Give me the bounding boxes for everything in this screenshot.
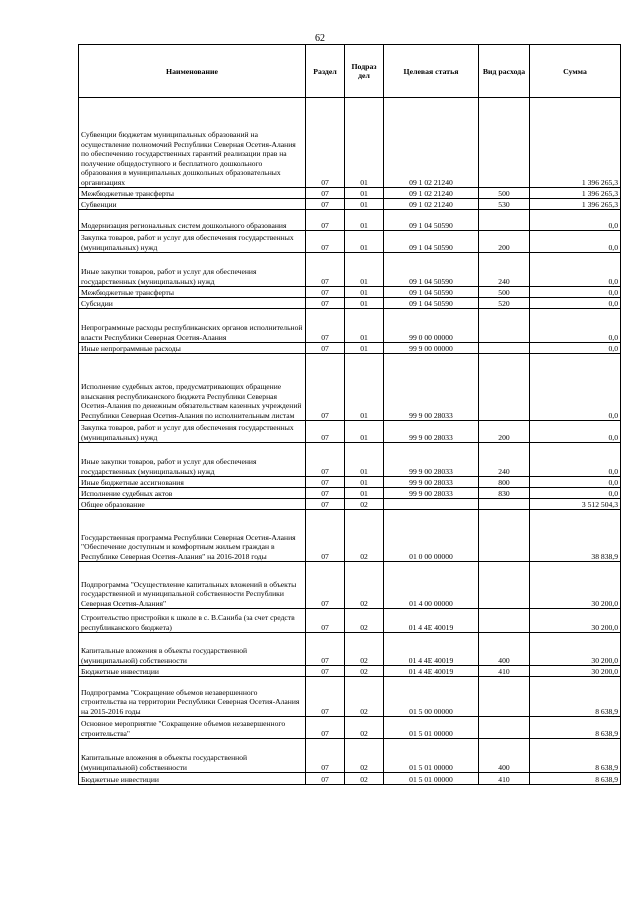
table-row	[79, 231, 621, 253]
cell-kind	[479, 609, 530, 633]
cell-kind	[479, 562, 530, 609]
cell-name: Капитальные вложения в объекты государственной (муниципальной) собственности	[79, 739, 306, 773]
cell-kind: 200	[479, 421, 530, 443]
table-body	[79, 98, 621, 785]
cell-target: 09 1 04 50590	[384, 253, 479, 287]
cell-subsection: 02	[345, 773, 384, 785]
cell-name: Общее образование	[79, 499, 306, 510]
cell-kind: 800	[479, 477, 530, 488]
header-kind: Вид расхода	[479, 45, 530, 98]
cell-target: 01 5 01 00000	[384, 773, 479, 785]
cell-sum: 0,0	[530, 298, 621, 309]
cell-subsection: 02	[345, 633, 384, 666]
cell-name: Исполнение судебных актов, предусматривающих обращение взыскания республиканского бюджета Республики Северная Осетия-Алания по денежным обязательствам казенных учреждений Республики Северная Осетия-Алания по исполнительным листам	[79, 354, 306, 421]
cell-sum: 8 638,9	[530, 677, 621, 717]
cell-sum: 8 638,9	[530, 739, 621, 773]
table-row	[79, 188, 621, 199]
cell-section: 07	[306, 188, 345, 199]
header-section: Раздел	[306, 45, 345, 98]
cell-section: 07	[306, 343, 345, 354]
cell-sum: 0,0	[530, 354, 621, 421]
cell-kind	[479, 717, 530, 739]
header-name: Наименование	[79, 45, 306, 98]
cell-kind	[479, 354, 530, 421]
cell-sum: 8 638,9	[530, 773, 621, 785]
cell-section: 07	[306, 443, 345, 477]
cell-target: 99 9 00 28033	[384, 477, 479, 488]
cell-target: 09 1 04 50590	[384, 231, 479, 253]
table-row	[79, 666, 621, 677]
cell-target: 09 1 02 21240	[384, 98, 479, 188]
cell-section: 07	[306, 609, 345, 633]
cell-kind: 530	[479, 199, 530, 210]
cell-section: 07	[306, 510, 345, 562]
table-row	[79, 477, 621, 488]
cell-section: 07	[306, 488, 345, 499]
cell-subsection: 02	[345, 609, 384, 633]
cell-section: 07	[306, 231, 345, 253]
cell-section: 07	[306, 309, 345, 343]
cell-target: 99 9 00 28033	[384, 443, 479, 477]
cell-section: 07	[306, 499, 345, 510]
cell-kind: 500	[479, 287, 530, 298]
cell-kind	[479, 98, 530, 188]
cell-target: 09 1 02 21240	[384, 199, 479, 210]
cell-subsection: 01	[345, 298, 384, 309]
cell-target: 09 1 04 50590	[384, 298, 479, 309]
cell-name: Капитальные вложения в объекты государственной (муниципальной) собственности	[79, 633, 306, 666]
table-row	[79, 739, 621, 773]
cell-sum: 0,0	[530, 421, 621, 443]
cell-target: 99 9 00 28033	[384, 354, 479, 421]
cell-target: 01 5 01 00000	[384, 717, 479, 739]
cell-subsection: 01	[345, 309, 384, 343]
cell-name: Подпрограмма "Сокращение объемов незавершенного строительства на территории Республики Северная Осетия-Алания на 2015-2016 годы	[79, 677, 306, 717]
cell-subsection: 02	[345, 562, 384, 609]
cell-name: Субвенции	[79, 199, 306, 210]
cell-kind	[479, 309, 530, 343]
cell-kind	[479, 343, 530, 354]
cell-kind: 400	[479, 633, 530, 666]
cell-section: 07	[306, 199, 345, 210]
cell-section: 07	[306, 421, 345, 443]
table-row	[79, 773, 621, 785]
cell-sum: 30 200,0	[530, 666, 621, 677]
cell-section: 07	[306, 298, 345, 309]
cell-sum: 0,0	[530, 309, 621, 343]
cell-name: Подпрограмма "Осуществление капитальных вложений в объекты государственной и муниципальной собственности Республики Северная Осетия-Алания"	[79, 562, 306, 609]
cell-kind: 240	[479, 443, 530, 477]
cell-name: Бюджетные инвестиции	[79, 773, 306, 785]
cell-kind: 410	[479, 773, 530, 785]
cell-target: 09 1 04 50590	[384, 287, 479, 298]
cell-name: Иные непрограммные расходы	[79, 343, 306, 354]
cell-kind	[479, 210, 530, 231]
cell-subsection: 01	[345, 199, 384, 210]
cell-name: Иные закупки товаров, работ и услуг для обеспечения государственных (муниципальных) нужд	[79, 443, 306, 477]
cell-sum: 0,0	[530, 343, 621, 354]
table-row	[79, 609, 621, 633]
cell-section: 07	[306, 666, 345, 677]
cell-sum: 0,0	[530, 253, 621, 287]
cell-section: 07	[306, 354, 345, 421]
cell-sum: 3 512 504,3	[530, 499, 621, 510]
cell-sum: 0,0	[530, 231, 621, 253]
cell-subsection: 01	[345, 253, 384, 287]
cell-name: Основное мероприятие "Сокращение объемов незавершенного строительства"	[79, 717, 306, 739]
table-row	[79, 210, 621, 231]
cell-sum: 0,0	[530, 210, 621, 231]
cell-sum: 8 638,9	[530, 717, 621, 739]
cell-sum: 1 396 265,3	[530, 188, 621, 199]
cell-section: 07	[306, 287, 345, 298]
cell-target: 09 1 02 21240	[384, 188, 479, 199]
cell-name: Закупка товаров, работ и услуг для обеспечения государственных (муниципальных) нужд	[79, 231, 306, 253]
cell-target	[384, 499, 479, 510]
cell-kind: 240	[479, 253, 530, 287]
cell-name: Субвенции бюджетам муниципальных образований на осуществление полномочий Республики Северная Осетия-Алания по обеспечению государственных гарантий реализации прав на получение общедоступного и бесплатного дошкольного образования в муниципальных дошкольных образовательных организациях	[79, 98, 306, 188]
cell-kind: 500	[479, 188, 530, 199]
cell-section: 07	[306, 717, 345, 739]
page-number: 62	[315, 33, 325, 44]
cell-name: Государственная программа Республики Северная Осетия-Алания "Обеспечение доступным и комфортным жильем граждан в Республике Северная Осетия-Алания" на 2016-2018 годы	[79, 510, 306, 562]
cell-name: Модернизация региональных систем дошкольного образования	[79, 210, 306, 231]
cell-subsection: 01	[345, 287, 384, 298]
cell-subsection: 01	[345, 477, 384, 488]
cell-section: 07	[306, 253, 345, 287]
table-row	[79, 633, 621, 666]
cell-name: Межбюджетные трансферты	[79, 287, 306, 298]
cell-section: 07	[306, 562, 345, 609]
table-row	[79, 717, 621, 739]
cell-kind	[479, 677, 530, 717]
cell-sum: 0,0	[530, 443, 621, 477]
cell-section: 07	[306, 773, 345, 785]
cell-subsection: 01	[345, 98, 384, 188]
cell-section: 07	[306, 633, 345, 666]
cell-kind: 400	[479, 739, 530, 773]
cell-name: Исполнение судебных актов	[79, 488, 306, 499]
table-row	[79, 343, 621, 354]
cell-subsection: 01	[345, 354, 384, 421]
cell-subsection: 01	[345, 343, 384, 354]
table-row	[79, 253, 621, 287]
cell-subsection: 02	[345, 510, 384, 562]
cell-target: 99 9 00 00000	[384, 343, 479, 354]
cell-target: 09 1 04 50590	[384, 210, 479, 231]
cell-sum: 0,0	[530, 287, 621, 298]
cell-subsection: 01	[345, 188, 384, 199]
table-row	[79, 98, 621, 188]
table-row	[79, 510, 621, 562]
cell-subsection: 01	[345, 421, 384, 443]
cell-subsection: 02	[345, 499, 384, 510]
table-row	[79, 354, 621, 421]
cell-name: Бюджетные инвестиции	[79, 666, 306, 677]
table-row	[79, 309, 621, 343]
cell-section: 07	[306, 677, 345, 717]
budget-table	[78, 44, 621, 785]
table-row	[79, 562, 621, 609]
cell-subsection: 02	[345, 677, 384, 717]
cell-section: 07	[306, 98, 345, 188]
table-row	[79, 421, 621, 443]
cell-target: 99 0 00 00000	[384, 309, 479, 343]
cell-section: 07	[306, 477, 345, 488]
table-row	[79, 443, 621, 477]
cell-section: 07	[306, 210, 345, 231]
cell-target: 01 5 01 00000	[384, 739, 479, 773]
cell-kind: 830	[479, 488, 530, 499]
table-row	[79, 488, 621, 499]
cell-subsection: 02	[345, 739, 384, 773]
header-target: Целевая статья	[384, 45, 479, 98]
cell-subsection: 01	[345, 443, 384, 477]
cell-name: Межбюджетные трансферты	[79, 188, 306, 199]
table-row	[79, 298, 621, 309]
cell-name: Строительство пристройки к школе в с. В.Саниба (за счет средств республиканского бюджета)	[79, 609, 306, 633]
cell-kind	[479, 510, 530, 562]
header-subsection: Подраз дел	[345, 45, 384, 98]
cell-name: Закупка товаров, работ и услуг для обеспечения государственных (муниципальных) нужд	[79, 421, 306, 443]
cell-subsection: 02	[345, 666, 384, 677]
cell-section: 07	[306, 739, 345, 773]
table-row	[79, 677, 621, 717]
cell-sum: 30 200,0	[530, 633, 621, 666]
cell-sum: 30 200,0	[530, 609, 621, 633]
cell-sum: 30 200,0	[530, 562, 621, 609]
cell-name: Иные бюджетные ассигнования	[79, 477, 306, 488]
cell-subsection: 01	[345, 210, 384, 231]
cell-sum: 1 396 265,3	[530, 98, 621, 188]
cell-kind: 200	[479, 231, 530, 253]
cell-sum: 1 396 265,3	[530, 199, 621, 210]
cell-target: 01 4 4E 40019	[384, 633, 479, 666]
cell-target: 01 4 4E 40019	[384, 666, 479, 677]
cell-target: 01 4 00 00000	[384, 562, 479, 609]
cell-target: 01 4 4E 40019	[384, 609, 479, 633]
header-sum: Сумма	[530, 45, 621, 98]
cell-sum: 38 838,9	[530, 510, 621, 562]
cell-subsection: 01	[345, 231, 384, 253]
cell-target: 99 9 00 28033	[384, 421, 479, 443]
cell-kind	[479, 499, 530, 510]
table-row	[79, 287, 621, 298]
cell-sum: 0,0	[530, 477, 621, 488]
cell-name: Субсидии	[79, 298, 306, 309]
cell-name: Непрограммные расходы республиканских органов исполнительной власти Республики Северная Осетия-Алания	[79, 309, 306, 343]
table-row	[79, 499, 621, 510]
cell-subsection: 02	[345, 717, 384, 739]
cell-sum: 0,0	[530, 488, 621, 499]
cell-name: Иные закупки товаров, работ и услуг для обеспечения государственных (муниципальных) нужд	[79, 253, 306, 287]
cell-subsection: 01	[345, 488, 384, 499]
cell-target: 01 5 00 00000	[384, 677, 479, 717]
cell-target: 99 9 00 28033	[384, 488, 479, 499]
table-header-row	[79, 45, 621, 98]
table-row	[79, 199, 621, 210]
cell-target: 01 0 00 00000	[384, 510, 479, 562]
cell-kind: 410	[479, 666, 530, 677]
cell-kind: 520	[479, 298, 530, 309]
